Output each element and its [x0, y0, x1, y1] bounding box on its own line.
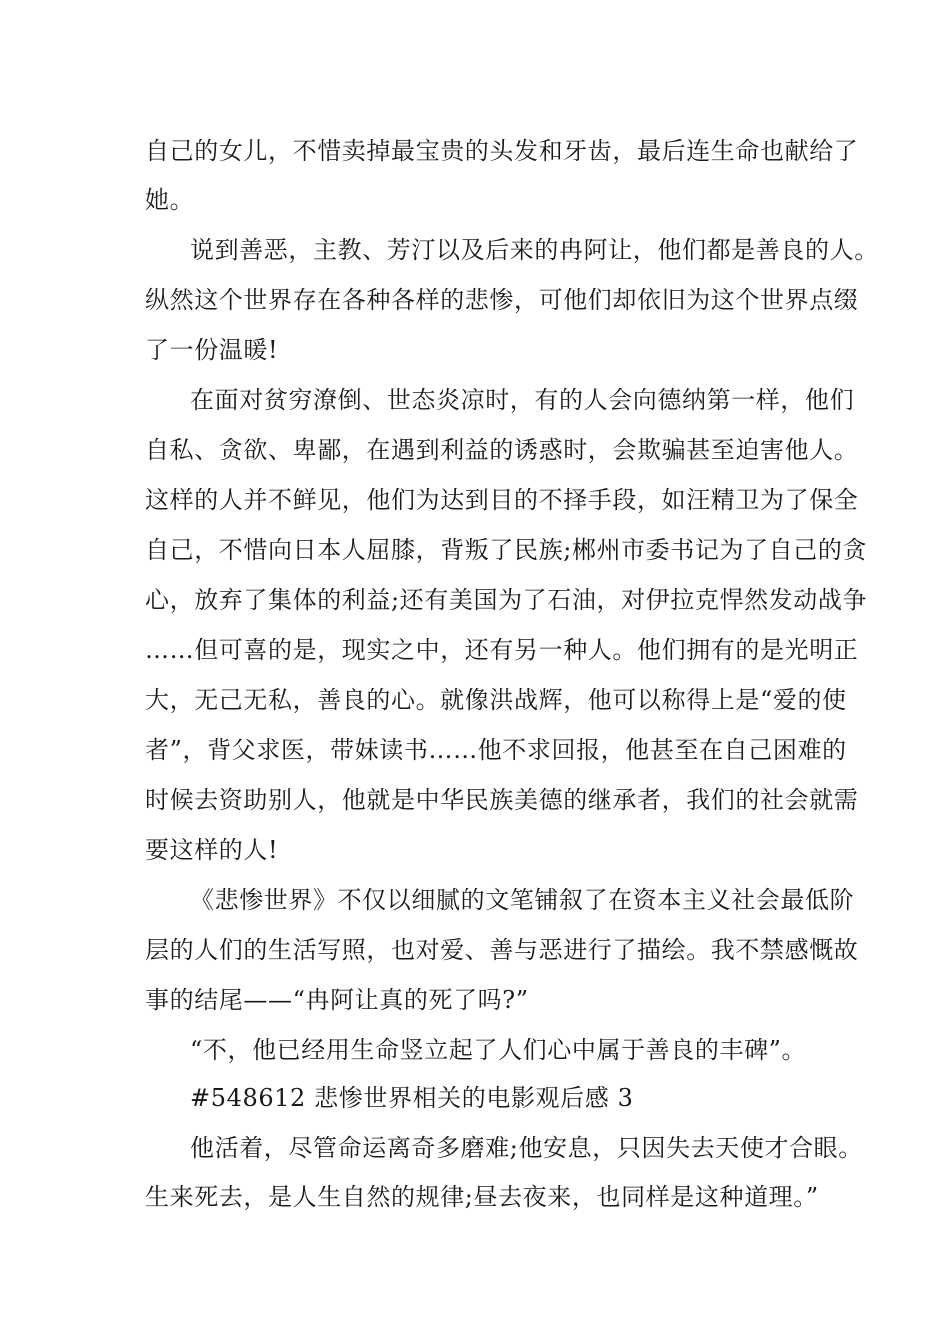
- text-line: 这样的人并不鲜见，他们为达到目的不择手段，如汪精卫为了保全: [145, 486, 859, 514]
- text-line: 者”，背父求医，带妹读书……他不求回报，他甚至在自己困难的: [145, 736, 847, 764]
- text-line: 纵然这个世界存在各种各样的悲惨，可他们却依旧为这个世界点缀: [145, 286, 859, 314]
- text-line: 事的结尾——“冉阿让真的死了吗?”: [145, 986, 529, 1014]
- paragraph-start: 在面对贫穷潦倒、世态炎凉时，有的人会向德纳第一样，他们: [190, 386, 855, 414]
- paragraph-start: 他活着，尽管命运离奇多磨难;他安息，只因失去天使才合眼。: [190, 1134, 863, 1162]
- text-line: 时候去资助别人，他就是中华民族美德的继承者，我们的社会就需: [145, 786, 859, 814]
- quote-line: “不，他已经用生命竖立起了人们心中属于善良的丰碑”。: [190, 1036, 807, 1064]
- text-line: 要这样的人!: [145, 836, 279, 864]
- text-line: 层的人们的生活写照，也对爱、善与恶进行了描绘。我不禁感慨故: [145, 936, 859, 964]
- text-line: ……但可喜的是，现实之中，还有另一种人。他们拥有的是光明正: [145, 636, 859, 664]
- paragraph-start: 说到善恶，主教、芳汀以及后来的冉阿让，他们都是善良的人。: [190, 236, 879, 264]
- text-line: 自己的女儿，不惜卖掉最宝贵的头发和牙齿，最后连生命也献给了: [145, 137, 859, 165]
- section-heading: #548612 悲惨世界相关的电影观后感 3: [190, 1084, 634, 1112]
- text-line: 自己，不惜向日本人屈膝，背叛了民族;郴州市委书记为了自己的贪: [145, 536, 868, 564]
- text-line: 心，放弃了集体的利益;还有美国为了石油，对伊拉克悍然发动战争: [145, 586, 868, 614]
- text-line: 了一份温暖!: [145, 336, 279, 364]
- text-line: 大，无己无私，善良的心。就像洪战辉，他可以称得上是“爱的使: [145, 686, 847, 714]
- text-line: 她。: [145, 186, 195, 214]
- paragraph-start: 《悲惨世界》不仅以细腻的文笔铺叙了在资本主义社会最低阶: [190, 886, 855, 914]
- text-line: 自私、贪欲、卑鄙，在遇到利益的诱惑时，会欺骗甚至迫害他人。: [145, 436, 859, 464]
- text-line: 生来死去，是人生自然的规律;昼去夜来，也同样是这种道理。”: [145, 1183, 819, 1211]
